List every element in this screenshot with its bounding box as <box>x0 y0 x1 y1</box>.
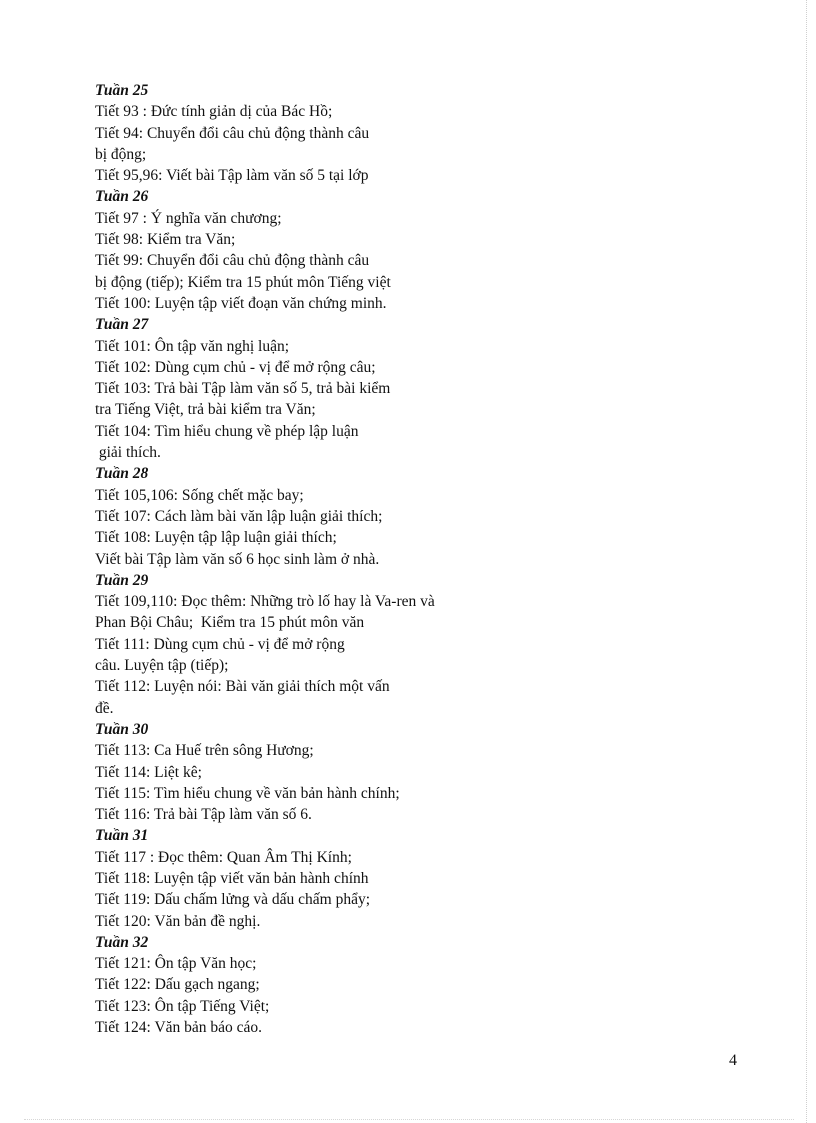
lesson-line: Tiết 95,96: Viết bài Tập làm văn số 5 tại lớp <box>95 167 369 185</box>
lesson-line: Tiết 122: Dấu gạch ngang; <box>95 976 260 994</box>
lesson-line: đề. <box>95 699 114 717</box>
lesson-line: Tiết 123: Ôn tập Tiếng Việt; <box>95 997 270 1015</box>
lesson-line: Phan Bội Châu; Kiểm tra 15 phút môn văn <box>95 614 365 632</box>
lesson-line: tra Tiếng Việt, trả bài kiểm tra Văn; <box>95 401 316 419</box>
lesson-line: Tiết 103: Trả bài Tập làm văn số 5, trả bài kiểm <box>95 380 391 398</box>
lesson-line: Tiết 109,110: Đọc thêm: Những trò lố hay là Va-ren và <box>95 593 435 611</box>
week-heading: Tuần 26 <box>95 188 149 206</box>
lesson-line: Tiết 100: Luyện tập viết đoạn văn chứng minh. <box>95 294 387 312</box>
lesson-line: Tiết 102: Dùng cụm chủ - vị để mở rộng câu; <box>95 358 376 376</box>
lesson-line: Tiết 114: Liệt kê; <box>95 763 202 781</box>
lesson-line: bị động; <box>95 145 147 163</box>
lesson-line: Tiết 97 : Ý nghĩa văn chương; <box>95 209 282 227</box>
lesson-line: Tiết 118: Luyện tập viết văn bản hành chính <box>95 869 369 887</box>
lesson-line: Tiết 105,106: Sống chết mặc bay; <box>95 486 304 504</box>
lesson-line: Tiết 119: Dấu chấm lửng và dấu chấm phẩy; <box>95 891 371 909</box>
lesson-line: Tiết 104: Tìm hiểu chung về phép lập luận <box>95 422 359 440</box>
page-number: 4 <box>729 1052 737 1069</box>
lesson-line: Tiết 116: Trả bài Tập làm văn số 6. <box>95 806 312 824</box>
lesson-line: Tiết 111: Dùng cụm chủ - vị để mở rộng <box>95 635 345 653</box>
lesson-line: Tiết 98: Kiểm tra Văn; <box>95 231 236 249</box>
lesson-line: Tiết 124: Văn bản báo cáo. <box>95 1019 263 1037</box>
week-heading: Tuần 31 <box>95 827 149 845</box>
lesson-line: Viết bài Tập làm văn số 6 học sinh làm ở nhà. <box>95 550 380 568</box>
week-heading: Tuần 29 <box>95 571 149 589</box>
lesson-line: Tiết 107: Cách làm bài văn lập luận giải thích; <box>95 507 383 525</box>
lesson-line: câu. Luyện tập (tiếp); <box>95 657 229 675</box>
lesson-line: Tiết 93 : Đức tính giản dị của Bác Hồ; <box>95 103 333 121</box>
week-heading: Tuần 30 <box>95 720 149 738</box>
document-body <box>95 80 515 1038</box>
lesson-line: giải thích. <box>95 444 161 462</box>
lesson-line: Tiết 117 : Đọc thêm: Quan Âm Thị Kính; <box>95 848 352 866</box>
lesson-line: Tiết 121: Ôn tập Văn học; <box>95 955 257 973</box>
lesson-line: Tiết 120: Văn bản đề nghị. <box>95 912 261 930</box>
week-heading: Tuần 28 <box>95 465 149 483</box>
week-heading: Tuần 25 <box>95 82 149 99</box>
week-heading: Tuần 32 <box>95 933 149 951</box>
page-edge-bottom <box>24 1119 794 1120</box>
lesson-line: Tiết 94: Chuyển đổi câu chủ động thành câu <box>95 124 370 142</box>
week-heading: Tuần 27 <box>95 316 149 334</box>
lesson-line: Tiết 115: Tìm hiểu chung về văn bản hành chính; <box>95 784 400 802</box>
lesson-line: Tiết 99: Chuyển đổi câu chủ động thành câu <box>95 252 370 270</box>
lesson-line: Tiết 112: Luyện nói: Bài văn giải thích một vấn <box>95 678 390 696</box>
lesson-line: bị động (tiếp); Kiểm tra 15 phút môn Tiếng việt <box>95 273 391 291</box>
lesson-line: Tiết 113: Ca Huế trên sông Hương; <box>95 742 314 760</box>
lesson-line: Tiết 101: Ôn tập văn nghị luận; <box>95 337 290 355</box>
lesson-line: Tiết 108: Luyện tập lập luận giải thích; <box>95 529 337 547</box>
page-edge-right <box>806 0 807 1123</box>
